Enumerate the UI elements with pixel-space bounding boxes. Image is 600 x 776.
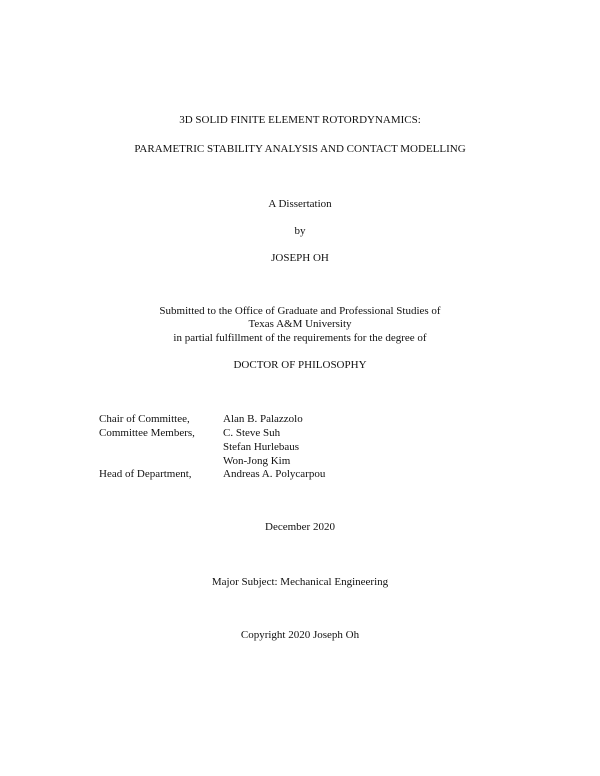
committee-member-name: Alan B. Palazzolo (223, 413, 303, 425)
submission-line-1: Submitted to the Office of Graduate and Professional Studies of (159, 305, 441, 317)
author-name: JOSEPH OH (271, 252, 329, 264)
document-type: A Dissertation (268, 198, 332, 210)
committee-member-name: Andreas A. Polycarpou (223, 468, 326, 480)
committee-row (0, 455, 600, 468)
committee-member-name: C. Steve Suh (223, 427, 281, 439)
committee-row (0, 413, 600, 426)
committee-row (0, 468, 600, 481)
by-label: by (294, 225, 306, 237)
copyright-notice: Copyright 2020 Joseph Oh (240, 629, 360, 641)
committee-member-name: Stefan Hurlebaus (223, 441, 300, 453)
submission-date: December 2020 (265, 521, 335, 533)
committee-role: Committee Members, (99, 427, 195, 439)
major-subject: Major Subject: Mechanical Engineering (211, 576, 389, 588)
committee-member-name: Won-Jong Kim (223, 455, 291, 467)
committee-role: Chair of Committee, (99, 413, 190, 425)
title-line-1: 3D SOLID FINITE ELEMENT ROTORDYNAMICS: (179, 114, 421, 126)
committee-role: Head of Department, (99, 468, 192, 480)
submission-line-2: Texas A&M University (248, 318, 352, 330)
submission-line-3: in partial fulfillment of the requirements for the degree of (173, 332, 427, 344)
degree-name: DOCTOR OF PHILOSOPHY (233, 359, 367, 371)
committee-row (0, 427, 600, 440)
committee-row (0, 441, 600, 454)
title-line-2: PARAMETRIC STABILITY ANALYSIS AND CONTACT MODELLING (134, 143, 466, 155)
